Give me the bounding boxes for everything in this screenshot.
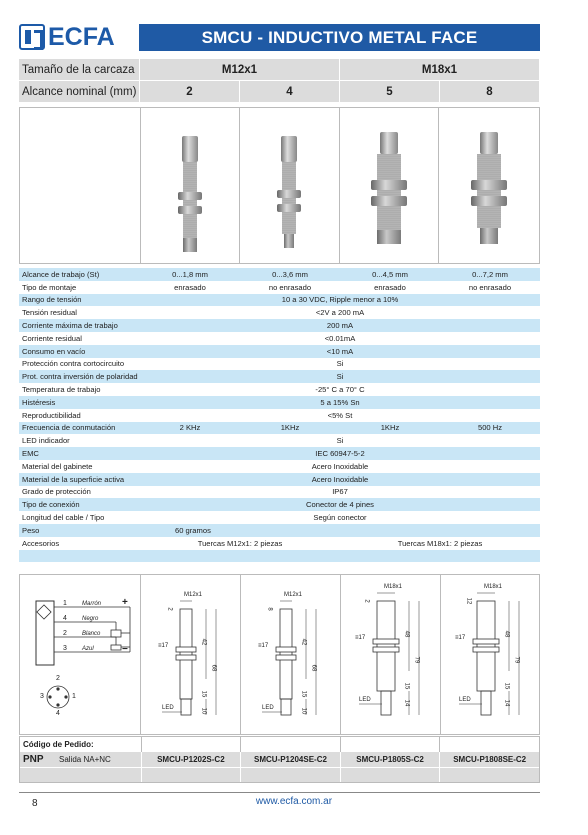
dimension-label: 68: [310, 664, 317, 672]
dimension-label: 42: [200, 638, 207, 646]
sensor-photo-m18-nonflush: [439, 108, 539, 263]
spec-value: 0...7,2 mm: [472, 269, 508, 279]
spec-value: Según conector: [313, 513, 367, 523]
dimension-label: M18x1: [484, 584, 503, 590]
connector: [181, 699, 191, 715]
spec-label: Corriente residual: [22, 333, 82, 343]
spec-value: <5% St: [327, 410, 353, 420]
dimension-label: 14: [403, 699, 410, 707]
spec-label: Consumo en vacío: [22, 346, 86, 356]
spec-value: 1KHz: [280, 423, 300, 433]
size-m12: M12x1: [140, 59, 340, 80]
nut: [276, 655, 296, 660]
wire-sign: −: [122, 644, 128, 655]
logo-text: ECFA: [48, 22, 115, 51]
dimension-label: LED: [262, 705, 274, 711]
dimension-label: 14: [503, 699, 510, 707]
spec-row: [19, 345, 540, 358]
spec-value: 5 a 15% Sn: [320, 397, 360, 407]
spec-label: Grado de protección: [22, 487, 91, 497]
spec-label: Frecuencia de conmutación: [22, 423, 116, 433]
drawings-row: [19, 574, 540, 735]
wire-number: 3: [63, 645, 67, 652]
dimension-drawing: [141, 575, 241, 736]
size-label: Tamaño de la carcaza: [19, 59, 140, 80]
nut: [373, 639, 399, 644]
dimension-label: M12x1: [284, 592, 303, 598]
spec-row: [19, 383, 540, 396]
footer-divider: [19, 792, 540, 793]
product-images: [19, 107, 540, 264]
spec-row: [19, 511, 540, 524]
order-code: SMCU-P1204SE-C2: [240, 752, 340, 767]
spec-value: Si: [336, 436, 344, 446]
drawing-m18-nonflush: [441, 575, 541, 734]
spec-value: Conector de 4 pines: [306, 500, 374, 510]
spec-value: 0...3,6 mm: [272, 269, 308, 279]
dimension-label: 10: [300, 707, 307, 715]
order-code: SMCU-P1808SE-C2: [439, 752, 539, 767]
size-m18: M18x1: [340, 59, 540, 80]
sensor-body: [377, 601, 395, 691]
spec-label: Rango de tensión: [22, 295, 82, 305]
spec-row: [19, 447, 540, 460]
range-label: Alcance nominal (mm): [19, 81, 140, 102]
spec-value: Si: [336, 372, 344, 382]
order-header-row: [20, 737, 539, 752]
header: [19, 22, 540, 52]
spec-row: [19, 294, 540, 307]
spec-label: Tensión residual: [22, 308, 77, 318]
spec-label: Temperatura de trabajo: [22, 385, 101, 395]
sensor-body: [280, 609, 292, 699]
wire-sign: +: [122, 597, 128, 608]
range-value: 4: [240, 81, 340, 102]
spec-label: Protección contra cortocircuito: [22, 359, 125, 369]
nut: [176, 655, 196, 660]
spec-value: 500 Hz: [477, 423, 503, 433]
output-type: PNP: [23, 754, 44, 765]
spec-row: [19, 409, 540, 422]
size-row: [19, 59, 540, 80]
nut: [176, 647, 196, 652]
nut: [473, 639, 499, 644]
spec-value: Acero Inoxidable: [311, 461, 369, 471]
wire-name: Marrón: [82, 601, 102, 607]
order-row-empty: [20, 767, 539, 782]
spec-value: 10 a 30 VDC, Ripple menor a 10%: [281, 295, 399, 305]
spec-row: [19, 498, 540, 511]
spec-row: [19, 370, 540, 383]
dimension-label: 8: [266, 607, 273, 611]
pin-number: 1: [72, 693, 76, 700]
spec-label: Peso: [22, 525, 40, 535]
order-row-pnp: [20, 752, 539, 767]
nut: [276, 647, 296, 652]
spec-label: Histéresis: [22, 397, 56, 407]
drawing-m18-flush: [341, 575, 441, 734]
wire-number: 2: [63, 630, 67, 637]
dimension-drawing: [341, 575, 441, 736]
order-header: Código de Pedido:: [23, 740, 94, 749]
spec-label: Prot. contra inversión de polaridad: [22, 372, 138, 382]
spec-value: 0...4,5 mm: [372, 269, 408, 279]
dimension-label: 42: [300, 638, 307, 646]
dimension-label: 79: [513, 656, 520, 664]
range-row: [19, 81, 540, 102]
dimension-label: LED: [459, 697, 471, 703]
pin-number: 2: [56, 675, 60, 682]
range-value: 5: [340, 81, 440, 102]
spec-row: [19, 486, 540, 499]
dimension-label: LED: [162, 705, 174, 711]
output-description: Salida NA+NC: [59, 755, 111, 764]
spec-label: Longitud del cable / Tipo: [22, 513, 105, 523]
dimension-label: ≡17: [455, 635, 466, 641]
dimension-label: ≡17: [258, 643, 269, 649]
spec-label: Accesorios: [22, 538, 60, 548]
dimension-label: 15: [503, 682, 510, 690]
spec-value: <2V a 200 mA: [315, 308, 365, 318]
order-code: SMCU-P1202S-C2: [141, 752, 241, 767]
spec-value: Si: [336, 359, 344, 369]
pin-number: 4: [56, 710, 60, 717]
connector: [481, 691, 491, 715]
wire-name: Blanco: [82, 631, 101, 637]
spec-value: Tuercas M12x1: 2 piezas: [197, 538, 283, 548]
page-title: SMCU - INDUCTIVO METAL FACE: [139, 24, 540, 51]
dimension-label: 68: [210, 664, 217, 672]
sensor-photo-m12-flush: [141, 108, 241, 263]
connector: [381, 691, 391, 715]
dimension-label: 10: [200, 707, 207, 715]
sensor-photo-m18-flush: [340, 108, 440, 263]
sensor-body: [180, 609, 192, 699]
spec-row: [19, 358, 540, 371]
spec-value: Tuercas M18x1: 2 piezas: [397, 538, 483, 548]
spec-row: [19, 422, 540, 435]
dimension-label: 2: [166, 607, 173, 611]
dimension-label: 15: [300, 690, 307, 698]
spec-row: [19, 434, 540, 447]
spec-row: [19, 537, 540, 550]
wire-number: 4: [63, 615, 67, 622]
dimension-drawing: [441, 575, 541, 736]
spec-value: no enrasado: [268, 282, 312, 292]
spec-row: [19, 550, 540, 563]
spec-value: 60 gramos: [175, 525, 211, 535]
spec-value: IP67: [332, 487, 348, 497]
dimension-label: M18x1: [384, 584, 403, 590]
spec-row: [19, 332, 540, 345]
range-value: 2: [140, 81, 240, 102]
ecfa-logo-icon: [19, 24, 45, 50]
size-table: [19, 59, 540, 103]
spec-label: LED indicador: [22, 436, 70, 446]
drawing-m12-flush: [141, 575, 241, 734]
spec-value: enrasado: [374, 282, 406, 292]
dimension-label: ≡17: [355, 635, 366, 641]
spec-row: [19, 268, 540, 281]
dimension-label: 79: [413, 656, 420, 664]
dimension-label: 15: [200, 690, 207, 698]
dimension-label: LED: [359, 697, 371, 703]
spec-value: Acero Inoxidable: [311, 474, 369, 484]
spec-label: EMC: [22, 449, 39, 459]
spec-value: <0.01mA: [324, 333, 356, 343]
nut: [373, 647, 399, 652]
wiring-diagram: [20, 575, 141, 734]
spec-row: [19, 319, 540, 332]
page-number: 8: [32, 798, 38, 809]
dimension-label: ≡17: [158, 643, 169, 649]
spec-row: [19, 460, 540, 473]
spec-value: enrasado: [174, 282, 206, 292]
wire-number: 1: [63, 600, 67, 607]
dimension-drawing: [241, 575, 341, 736]
order-table: [19, 736, 540, 783]
spec-value: 2 KHz: [179, 423, 201, 433]
dimension-label: 2: [363, 599, 370, 603]
spec-label: Corriente máxima de trabajo: [22, 321, 118, 331]
wire-name: Negro: [82, 616, 99, 622]
spec-row: [19, 306, 540, 319]
spec-label: Alcance de trabajo (St): [22, 269, 100, 279]
spec-table: [19, 268, 540, 562]
spec-label: Tipo de conexión: [22, 500, 80, 510]
connector: [281, 699, 291, 715]
spec-value: -25° C a 70° C: [315, 385, 365, 395]
dimension-label: 48: [503, 630, 510, 638]
sensor-body: [477, 601, 495, 691]
spec-row: [19, 473, 540, 486]
spec-value: no enrasado: [468, 282, 512, 292]
spec-value: 0...1,8 mm: [172, 269, 208, 279]
ecfa-logo: [19, 22, 115, 52]
range-value: 8: [440, 81, 540, 102]
datasheet-page: [19, 22, 540, 765]
dimension-label: 15: [403, 682, 410, 690]
order-code: SMCU-P1805S-C2: [340, 752, 440, 767]
spec-row: [19, 396, 540, 409]
spec-value: 1KHz: [380, 423, 400, 433]
website-link[interactable]: www.ecfa.com.ar: [255, 796, 333, 807]
spec-label: Material de la superficie activa: [22, 474, 125, 484]
pin-number: 3: [40, 693, 44, 700]
spec-value: <10 mA: [326, 346, 354, 356]
spec-label: Material del gabinete: [22, 461, 93, 471]
drawing-m12-nonflush: [241, 575, 341, 734]
dimension-label: 48: [403, 630, 410, 638]
dimension-label: M12x1: [184, 592, 203, 598]
sensor-photo-m12-nonflush: [240, 108, 340, 263]
spec-label: Reproductibilidad: [22, 410, 81, 420]
spec-value: IEC 60947-5-2: [315, 449, 365, 459]
spec-value: 200 mA: [326, 321, 354, 331]
wire-name: Azul: [82, 646, 94, 652]
spec-row: [19, 281, 540, 294]
nut: [473, 647, 499, 652]
spec-row: [19, 524, 540, 537]
dimension-label: 12: [465, 597, 472, 605]
spec-label: Tipo de montaje: [22, 282, 77, 292]
